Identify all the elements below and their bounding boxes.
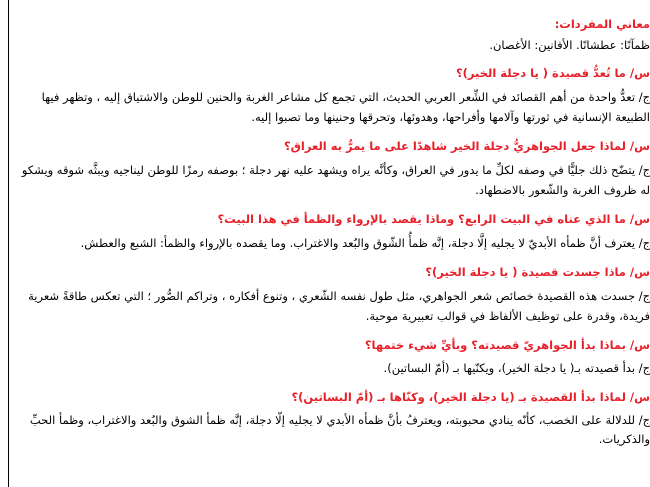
question-1: س/ ما تُعدُّ قصيدة ( يا دجلة الخير)؟ — [455, 66, 650, 80]
question-5: س/ بماذا بدأ الجواهريّ قصيدته؟ وبأيِّ شيء ختمها؟ — [364, 338, 650, 352]
vocabulary-text: ظمآنًا: عطشانًا. الأفانين: الأغصان. — [489, 38, 650, 52]
question-3: س/ ما الذي عناه في البيت الرابع؟ وماذا يقصد بالإرواء والظمأ في هذا البيت؟ — [217, 212, 650, 226]
document-content — [20, 0, 650, 449]
answer-6: ج/ للدلالة على الخصب، كأنّه ينادي محبوبته، ويعترفُ بأنَّ ظمأه الأبدي لا يجليه إلّا دجلة، إنَّه ظمأ الشوق والبُعد والاغتراب، وظمأ الحبِّ والذكريات. — [29, 413, 650, 446]
answer-5: ج/ بدأ قصيدته بـ( يا دجلة الخير)، ويكنّيها بـ (أمّ البساتين). — [383, 361, 650, 375]
answer-2: ج/ يتضّح ذلك جليًّا في وصفه لكلِّ ما يدور في العراق، وكأنَّه يراه ويشهد عليه نهر دجلة ؛ بوصفه رمزًا للوطن ليناجيه ويبثَّه شوقه ويشكو له ظروف الغربة والشّعور بالاضطهاد. — [21, 163, 650, 197]
question-2: س/ لماذا جعل الجواهريُّ دجلة الخير شاهدًا على ما يمرُّ به العراق؟ — [283, 139, 650, 153]
question-6: س/ لماذا بدأ القصيدة بـ (يا دجلة الخير)، وكنّاها بـ (أمّ البساتين)؟ — [291, 390, 650, 404]
answer-1: ج/ تعدُّ واحدة من أهم القصائد في الشِّعر العربي الحديث، التي تجمع كل مشاعر الغربة والحنين للوطن والاشتياق إليه ، وتظهر فيها الطبيعة الإنسانية في ثورتها وآلامها وأفراحها، وهدوئها، وتحرقها وحنينها وما تصبوا إليه. — [41, 90, 650, 124]
answer-4: ج/ جسدت هذه القصيدة خصائص شعر الجواهري، مثل طول نفسه الشّعري ، وتنوع أفكاره ، وتراكم الصُّور ؛ التي تعكس طاقةً شعرية فريدة، وقدرة على توظيف الألفاظ في قوالب تعبيرية موحية. — [28, 289, 650, 323]
answer-3: ج/ يعترف أنَّ ظمأه الأبديّ لا يجليه إلَّا دجلة، إنَّه ظمأُ الشّوق والبُعد والاغتراب. وما يقصده بالإرواء والظمأ: الشبع والعطش. — [80, 236, 650, 250]
page-border-line — [8, 0, 9, 487]
question-4: س/ ماذا جسدت قصيدة ( يا دجلة الخير)؟ — [425, 265, 650, 279]
vocabulary-heading: معاني المفردات: — [554, 17, 650, 31]
